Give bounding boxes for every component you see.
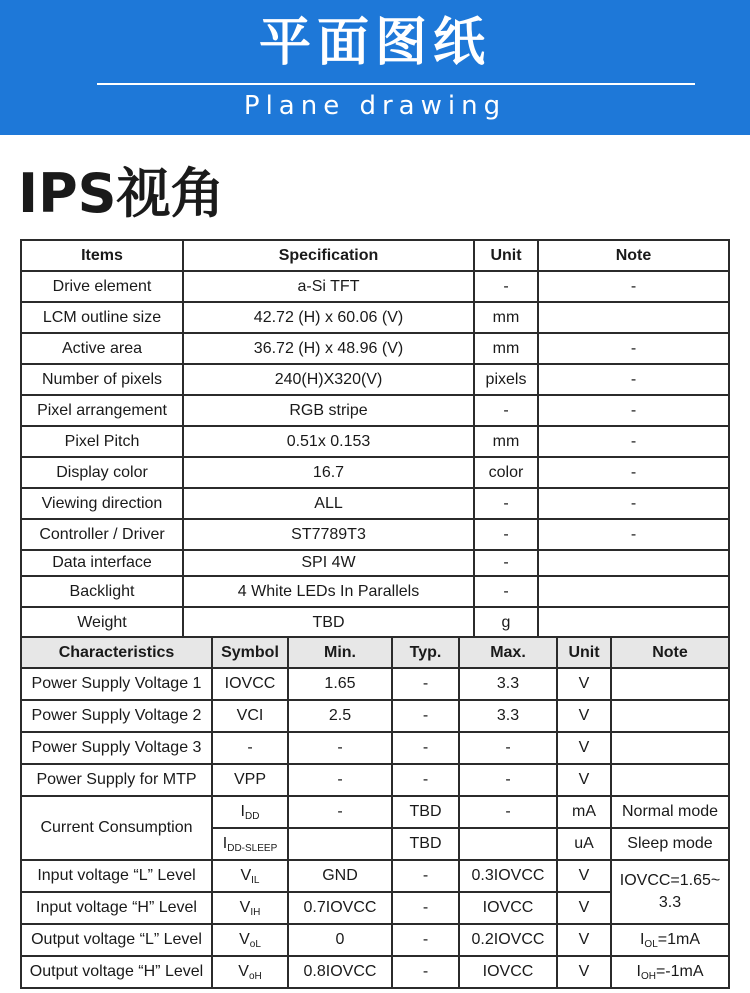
symbol-subscript: IH	[250, 906, 261, 918]
symbol-subscript: DD-SLEEP	[227, 842, 278, 854]
table-row	[21, 576, 729, 607]
char-typ: -	[392, 924, 459, 956]
table-row	[21, 426, 729, 457]
char-min: 0.8IOVCC	[288, 956, 392, 988]
char-max: IOVCC	[459, 892, 557, 924]
title-banner	[0, 0, 750, 135]
table-row	[21, 550, 729, 576]
char-unit: mA	[557, 796, 611, 828]
symbol-subscript: oL	[249, 938, 261, 950]
symbol-main: V	[238, 962, 249, 980]
symbol-main: V	[239, 930, 250, 948]
char-symbol	[212, 828, 288, 860]
spec-unit: mm	[474, 333, 538, 364]
spec-value: 42.72 (H) x 60.06 (V)	[183, 302, 474, 333]
spec-value: ST7789T3	[183, 519, 474, 550]
char-unit: V	[557, 892, 611, 924]
table-row	[21, 700, 729, 732]
spec-value: 16.7	[183, 457, 474, 488]
char-unit: V	[557, 956, 611, 988]
spec-item: LCM outline size	[21, 302, 183, 333]
table-row	[21, 395, 729, 426]
spec-item: Backlight	[21, 576, 183, 607]
char-unit: V	[557, 700, 611, 732]
spec-note: -	[538, 457, 729, 488]
char-min: 0.7IOVCC	[288, 892, 392, 924]
char-typ: -	[392, 892, 459, 924]
char-note: IOVCC=1.65~ 3.3	[611, 860, 729, 924]
spec-header-items: Items	[21, 240, 183, 271]
char-typ: -	[392, 956, 459, 988]
spec-item: Weight	[21, 607, 183, 638]
char-max: 0.3IOVCC	[459, 860, 557, 892]
symbol-subscript: oH	[248, 970, 262, 982]
table-row	[21, 924, 729, 956]
char-header-max: Max.	[459, 637, 557, 668]
spec-value: 4 White LEDs In Parallels	[183, 576, 474, 607]
spec-unit: -	[474, 488, 538, 519]
char-name: Output voltage “H” Level	[21, 956, 212, 988]
char-header-typ: Typ.	[392, 637, 459, 668]
char-name: Current Consumption	[21, 796, 212, 860]
char-min: -	[288, 732, 392, 764]
char-note: Sleep mode	[611, 828, 729, 860]
table-row	[21, 956, 729, 988]
char-typ: TBD	[392, 796, 459, 828]
table-row	[21, 488, 729, 519]
spec-unit: -	[474, 576, 538, 607]
char-min: -	[288, 796, 392, 828]
char-header-min: Min.	[288, 637, 392, 668]
table-row	[21, 732, 729, 764]
char-min	[288, 828, 392, 860]
char-min: -	[288, 764, 392, 796]
char-note: Normal mode	[611, 796, 729, 828]
char-unit: V	[557, 924, 611, 956]
spec-note: -	[538, 333, 729, 364]
char-unit: uA	[557, 828, 611, 860]
char-symbol: IOVCC	[212, 668, 288, 700]
spec-value: SPI 4W	[183, 550, 474, 576]
spec-unit: color	[474, 457, 538, 488]
char-symbol	[212, 860, 288, 892]
char-min: 2.5	[288, 700, 392, 732]
table-row	[21, 364, 729, 395]
spec-header-note: Note	[538, 240, 729, 271]
spec-item: Number of pixels	[21, 364, 183, 395]
char-symbol: -	[212, 732, 288, 764]
spec-item: Display color	[21, 457, 183, 488]
char-typ: -	[392, 700, 459, 732]
char-header-characteristics: Characteristics	[21, 637, 212, 668]
char-header-row	[21, 637, 729, 668]
table-row	[21, 860, 729, 892]
char-typ: -	[392, 764, 459, 796]
char-typ: -	[392, 668, 459, 700]
spec-note: -	[538, 364, 729, 395]
char-name: Power Supply Voltage 2	[21, 700, 212, 732]
char-max: IOVCC	[459, 956, 557, 988]
spec-note: -	[538, 271, 729, 302]
char-symbol	[212, 956, 288, 988]
spec-item: Pixel arrangement	[21, 395, 183, 426]
symbol-main: I	[222, 834, 228, 852]
symbol-main: V	[240, 866, 252, 884]
spec-note: -	[538, 426, 729, 457]
char-unit: V	[557, 668, 611, 700]
char-max	[459, 828, 557, 860]
char-min: 1.65	[288, 668, 392, 700]
note-rest: =-1mA	[655, 962, 704, 980]
char-name: Output voltage “L” Level	[21, 924, 212, 956]
spec-item: Pixel Pitch	[21, 426, 183, 457]
note-main: I	[639, 930, 645, 948]
char-name: Power Supply for MTP	[21, 764, 212, 796]
char-typ: -	[392, 732, 459, 764]
spec-item: Data interface	[21, 550, 183, 576]
spec-note: -	[538, 488, 729, 519]
char-max: -	[459, 796, 557, 828]
char-symbol	[212, 892, 288, 924]
spec-note	[538, 302, 729, 333]
spec-note: -	[538, 395, 729, 426]
spec-value: 240(H)X320(V)	[183, 364, 474, 395]
symbol-subscript: IL	[251, 874, 260, 886]
table-row	[21, 764, 729, 796]
spec-unit: mm	[474, 426, 538, 457]
table-row	[21, 457, 729, 488]
banner-title-chinese: 平面图纸	[258, 13, 491, 73]
symbol-main: I	[240, 802, 245, 820]
spec-item: Viewing direction	[21, 488, 183, 519]
char-note	[611, 764, 729, 796]
spec-header-unit: Unit	[474, 240, 538, 271]
char-typ: TBD	[392, 828, 459, 860]
spec-unit: -	[474, 271, 538, 302]
note-subscript: OH	[640, 970, 656, 982]
spec-item: Active area	[21, 333, 183, 364]
char-max: 0.2IOVCC	[459, 924, 557, 956]
char-symbol	[212, 924, 288, 956]
section-heading: IPS视角	[18, 162, 225, 225]
spec-unit: mm	[474, 302, 538, 333]
table-row	[21, 519, 729, 550]
note-main: I	[636, 962, 641, 980]
char-header-unit: Unit	[557, 637, 611, 668]
char-name: Input voltage “L” Level	[21, 860, 212, 892]
spec-note	[538, 550, 729, 576]
char-max: -	[459, 764, 557, 796]
symbol-main: V	[239, 898, 251, 916]
char-min: 0	[288, 924, 392, 956]
char-header-symbol: Symbol	[212, 637, 288, 668]
spec-note	[538, 607, 729, 638]
spec-header-specification: Specification	[183, 240, 474, 271]
char-header-note: Note	[611, 637, 729, 668]
spec-item: Drive element	[21, 271, 183, 302]
char-unit: V	[557, 860, 611, 892]
spec-unit: -	[474, 550, 538, 576]
char-name: Power Supply Voltage 3	[21, 732, 212, 764]
char-name: Input voltage “H” Level	[21, 892, 212, 924]
char-unit: V	[557, 732, 611, 764]
char-symbol: VPP	[212, 764, 288, 796]
char-note	[611, 956, 729, 988]
char-typ: -	[392, 860, 459, 892]
characteristics-table	[20, 636, 730, 989]
char-note	[611, 700, 729, 732]
char-max: -	[459, 732, 557, 764]
symbol-subscript: DD	[245, 810, 260, 822]
table-row	[21, 333, 729, 364]
spec-unit: -	[474, 519, 538, 550]
spec-note: -	[538, 519, 729, 550]
char-min: GND	[288, 860, 392, 892]
table-row	[21, 271, 729, 302]
banner-divider	[97, 83, 695, 85]
spec-value: ALL	[183, 488, 474, 519]
spec-item: Controller / Driver	[21, 519, 183, 550]
table-row	[21, 796, 729, 828]
char-symbol	[212, 796, 288, 828]
table-row	[21, 668, 729, 700]
char-max: 3.3	[459, 700, 557, 732]
spec-value: RGB stripe	[183, 395, 474, 426]
spec-value: a-Si TFT	[183, 271, 474, 302]
char-unit: V	[557, 764, 611, 796]
table-row	[21, 302, 729, 333]
note-rest: =1mA	[657, 930, 701, 948]
spec-value: 0.51x 0.153	[183, 426, 474, 457]
char-max: 3.3	[459, 668, 557, 700]
spec-value: 36.72 (H) x 48.96 (V)	[183, 333, 474, 364]
char-note	[611, 668, 729, 700]
spec-header-row	[21, 240, 729, 271]
spec-unit: g	[474, 607, 538, 638]
specification-table	[20, 239, 730, 639]
spec-unit: pixels	[474, 364, 538, 395]
char-name: Power Supply Voltage 1	[21, 668, 212, 700]
spec-note	[538, 576, 729, 607]
spec-unit: -	[474, 395, 538, 426]
banner-title-english: Plane drawing	[243, 91, 507, 121]
table-row	[21, 607, 729, 638]
spec-value: TBD	[183, 607, 474, 638]
note-subscript: OL	[644, 938, 658, 950]
char-note	[611, 732, 729, 764]
char-note	[611, 924, 729, 956]
char-symbol: VCI	[212, 700, 288, 732]
